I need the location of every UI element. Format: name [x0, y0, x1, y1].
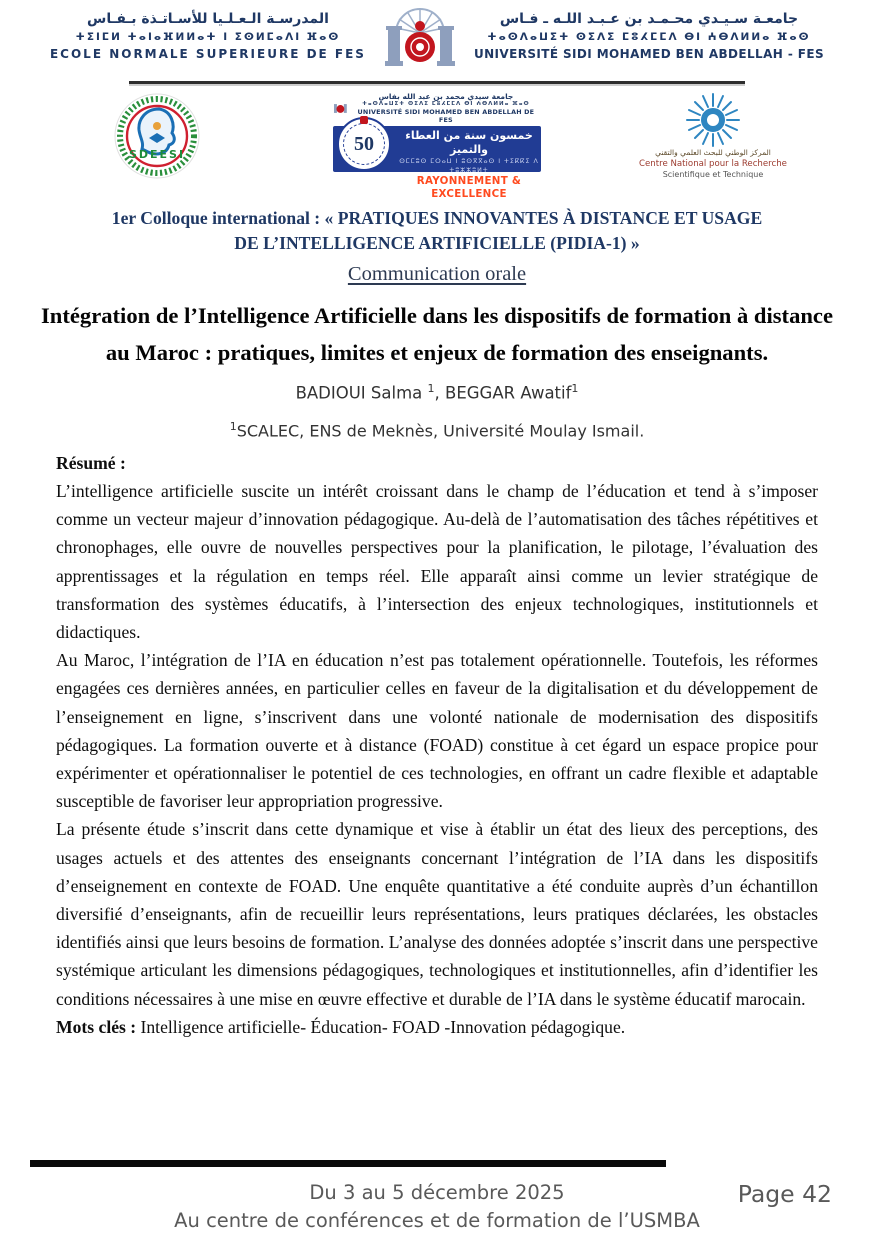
mini-usmba-emblem-icon [333, 101, 348, 116]
ens-latin-name: ECOLE NORMALE SUPERIEURE DE FES [49, 47, 366, 61]
author-separator: , [434, 383, 446, 403]
anniversary-block [333, 92, 541, 200]
abstract-paragraph-2: Au Maroc, l’intégration de l’IA en éducation n’est pas totalement opérationnelle. Toutefois, les réformes engagées ces dernières années, en particulier celles en faveur de la digitalisation et du développement de l’enseignement en ligne, s’inscrivent dans une volonté nationale de modernisation des dispositifs pédagogiques. La formation ouverte et à distance (FOAD) constitue à cet égard un espace propice pour expérimenter et opérationnaliser le potentiel de ces technologies, en offrant un cadre flexible et adaptable susceptible de favoriser leur appropriation progressive. [56, 650, 818, 812]
usmba-emblem-logo [382, 6, 458, 79]
author-1: BADIOUI Salma [295, 383, 428, 403]
affiliation-line [0, 420, 874, 440]
footer-divider [30, 1160, 666, 1167]
colloquium-title-line2: DE L’INTELLIGENCE ARTIFICIELLE (PIDIA-1) » [234, 233, 640, 253]
footer-venue-line: Au centre de conférences et de formation de l’USMBA [174, 1208, 700, 1232]
anniv-univ-tifinagh: ⵜⴰⵙⴷⴰⵡⵉⵜ ⵙⵉⴷⵉ ⵎⵓⵃⵎⵎⴷ ⴱⵏ ⵄⴱⴷⵍⵍⴰ ⴼⴰⵙ [362, 101, 530, 107]
badge-50-number: 50 [343, 123, 385, 165]
cnrst-name-line2: Scientifique et Technique [662, 170, 764, 179]
footer-date-line: Du 3 au 5 décembre 2025 [309, 1181, 565, 1204]
logos-row [0, 92, 874, 200]
anniversary-university-text [351, 92, 541, 124]
communication-type: Communication orale [347, 263, 527, 285]
ens-arabic-name: المدرسـة الـعـلـيا للأسـاتـذة بـفـاس [87, 11, 329, 27]
banner-arabic: خمسون سنة من العطاء والتميز [405, 129, 533, 156]
keywords-text: Intelligence artificielle- Éducation- FOAD -Innovation pédagogique. [136, 1016, 626, 1037]
banner-latin: RAYONNEMENT & EXCELLENCE [416, 175, 522, 200]
cnrst-name-line1: Centre National pour la Recherche [639, 159, 787, 169]
author-2-sup: 1 [571, 382, 579, 395]
keywords-line [56, 1013, 818, 1041]
ens-fes-block [50, 10, 366, 63]
usmba-tifinagh-name: ⵜⴰⵙⴷⴰⵡⵉⵜ ⵙⵉⴷⵉ ⵎⵓⵃⵎⵎⴷ ⴱⵏ ⵄⴱⴷⵍⵍⴰ ⴼⴰⵙ [487, 31, 811, 43]
author-2: BEGGAR Awatif [445, 383, 572, 403]
usmba-emblem-icon [382, 6, 458, 74]
page-number: Page 42 [737, 1180, 832, 1208]
header-divider [129, 81, 745, 84]
paper-title: Intégration de l’Intelligence Artificielle dans les dispositifs de formation à distance au Maroc : pratiques, limites et enjeux de formation des enseignants. [41, 303, 833, 365]
affiliation-sup: 1 [229, 419, 237, 433]
sdeesi-label: SDEESI [128, 148, 186, 161]
fiftieth-anniversary-banner [333, 126, 541, 200]
abstract-paragraph-1: L’intelligence artificielle suscite un intérêt croissant dans le champ de l’éducation et tend à s’imposer comme un vecteur majeur d’innovation pédagogique. Au-delà de l’automatisation des tâches répétitives et chronophages, elle ouvre de nouvelles perspectives pour la planification, le pilotage, l’évaluation des apprentissages et la régulation en temps réel. Elle apparaît ainsi comme un levier stratégique de transformation des systèmes éducatifs, à l’intersection des enjeux technologiques, institutionnels et didactiques. [56, 481, 818, 643]
banner-text [397, 126, 541, 201]
institution-header [0, 0, 874, 79]
colloquium-title-line1: 1er Colloque international : « PRATIQUES INNOVANTES À DISTANCE ET USAGE [111, 208, 763, 228]
anniv-univ-latin: UNIVERSITÉ SIDI MOHAMED BEN ABDELLAH DE FES [357, 108, 535, 124]
badge-50-crest-icon [360, 116, 368, 124]
ens-tifinagh-name: ⵜⵉⵏⵎⵍ ⵜⴰⵏⴰⴼⵍⵍⴰⵜ ⵏ ⵉⵙⵍⵎⴰⴷⵏ ⴼⴰⵙ [75, 31, 341, 43]
abstract-heading: Résumé : [56, 452, 126, 473]
sdeesi-logo [112, 92, 202, 189]
banner-tifinagh: ⵙⵎⵎⵓⵙ ⵎⵔⴰⵡ ⵏ ⵓⵙⴳⴳⴰⵙ ⵏ ⵜⵉⴽⴽⵉ ⴷ ⵜⵓⵣⵣⵓⵍⵜ [399, 158, 539, 174]
cnrst-logo [628, 92, 798, 180]
badge-50-icon [337, 117, 391, 171]
anniv-univ-arabic: جامعة سيدي محمد بن عبد الله بفاس [378, 92, 514, 101]
usmba-latin-name: UNIVERSITÉ SIDI MOHAMED BEN ABDELLAH - FES [473, 47, 825, 61]
authors-line [0, 382, 874, 403]
usmba-fes-block [474, 10, 824, 63]
sdeesi-logo-icon [112, 92, 202, 184]
cnrst-arabic: المركز الوطني للبحث العلمي والتقني [655, 148, 771, 157]
keywords-label: Mots clés : [56, 1016, 137, 1037]
abstract-section [56, 449, 818, 1041]
cnrst-sunburst-icon [681, 92, 745, 148]
affiliation-text: SCALEC, ENS de Meknès, Université Moulay Ismail. [236, 420, 645, 440]
usmba-arabic-name: جامعـة سـيـدي محـمـد بن عـبـد اللـه ـ فـاس [499, 11, 799, 27]
colloquium-title [0, 206, 874, 256]
author-1-sup: 1 [427, 382, 435, 395]
abstract-paragraph-3: La présente étude s’inscrit dans cette dynamique et vise à établir un état des lieux des perceptions, des usages actuels et des attentes des enseignants concernant l’intégration de l’IA dans les dispositifs d’enseignement en contexte de FOAD. Une enquête quantitative a été conduite auprès d’un échantillon diversifié d’enseignants, afin de recueillir leurs représentations, leurs pratiques déclarées, les obstacles identifiés ainsi que leurs besoins de formation. L’analyse des données adoptée s’inscrit dans une perspective systémique articulant les dimensions pédagogiques, technologiques et institutionnelles, afin d’identifier les conditions nécessaires à une mise en œuvre effective et durable de l’IA dans le système éducatif marocain. [56, 819, 818, 1009]
